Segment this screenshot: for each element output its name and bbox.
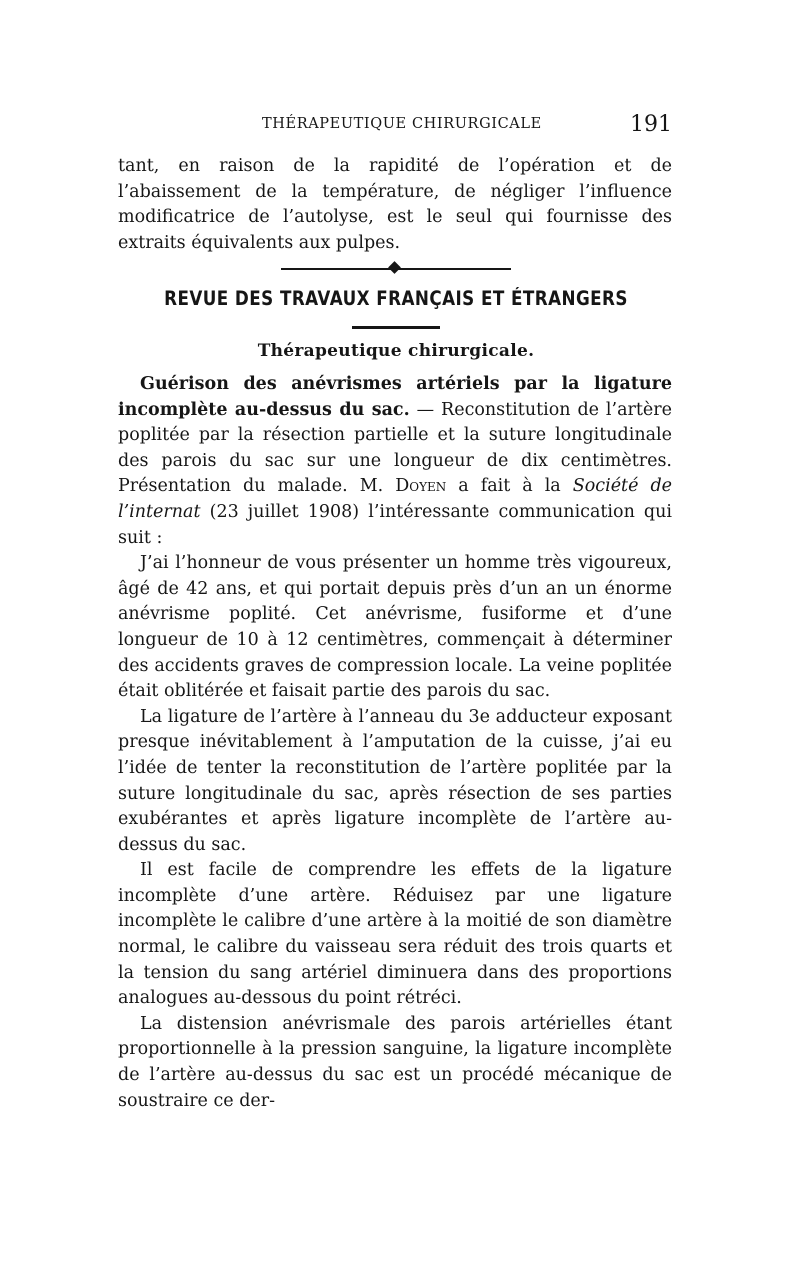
venue-prefix: a fait à la bbox=[446, 476, 573, 497]
article-paragraph-3: Il est facile de comprendre les effets de la ligature incomplète d’une artère. Réduisez par une ligature incomplète le calibre d’une artère à la moitié de son diamètre normal, le calibre du vaisseau sera réduit des trois quarts et la tension du sang artériel diminuera dans des proportions analogues au-dessous du point rétréci. bbox=[118, 860, 672, 1009]
section-title: REVUE DES TRAVAUX FRANÇAIS ET ÉTRANGERS bbox=[164, 287, 628, 310]
article-paragraph-4: La distension anévrismale des parois artérielles étant proportionnelle à la pression sanguine, la ligature incomplète de l’artère au-dessus du sac est un procédé mécanique de soustraire ce der- bbox=[118, 1013, 672, 1111]
venue-name: Société de l’internat bbox=[118, 476, 673, 522]
intro-paragraph-block bbox=[118, 154, 672, 256]
intro-paragraph: tant, en raison de la rapidité de l’opération et de l’abaissement de la température, de négliger l’influence modificatrice de l’autolyse, est le seul qui fournisse des extraits équivalents aux pulpes. bbox=[118, 156, 672, 253]
running-title: THÉRAPEUTIQUE CHIRURGICALE bbox=[262, 116, 542, 132]
article-summary: Reconstitution de l’artère poplitée par la résection partielle et la suture longitudinale des parois du sac sur une longueur de dix centimètres. Présentation du malade. bbox=[118, 399, 672, 497]
author-name: Doyen bbox=[395, 476, 447, 497]
article-lead-paragraph bbox=[118, 372, 672, 551]
author-prefix: M. bbox=[347, 476, 396, 497]
ornamental-divider bbox=[281, 262, 511, 276]
article-paragraph-2: La ligature de l’artère à l’anneau du 3e adducteur exposant presque inévitablement à l’amputation de la cuisse, j’ai eu l’idée de tenter la reconstitution de l’artère poplitée par la suture longitudinale du sac, après résection de ses parties exubérantes et après ligature incomplète de l’artère au-dessus du sac. bbox=[118, 706, 672, 855]
diamond-ornament-icon bbox=[388, 261, 401, 274]
section-underline bbox=[352, 326, 440, 329]
running-head bbox=[120, 114, 672, 138]
venue-suffix: (23 juillet 1908) l’intéressante communication qui suit : bbox=[118, 501, 672, 548]
article-dash: — bbox=[409, 399, 442, 420]
article-body bbox=[118, 372, 672, 1114]
page-number: 191 bbox=[630, 112, 672, 137]
article-title: Guérison des anévrismes artériels par la ligature incomplète au-dessus du sac. bbox=[118, 374, 672, 420]
subsection-title: Thérapeutique chirurgicale. bbox=[257, 341, 535, 361]
article-paragraph-1: J’ai l’honneur de vous présenter un homme très vigoureux, âgé de 42 ans, et qui portait depuis près d’un an un énorme anévrisme poplité. Cet anévrisme, fusiforme et d’une longueur de 10 à 12 centimètres, commençait à déterminer des accidents graves de compression locale. La veine poplitée était oblitérée et faisait partie des parois du sac. bbox=[118, 553, 672, 702]
